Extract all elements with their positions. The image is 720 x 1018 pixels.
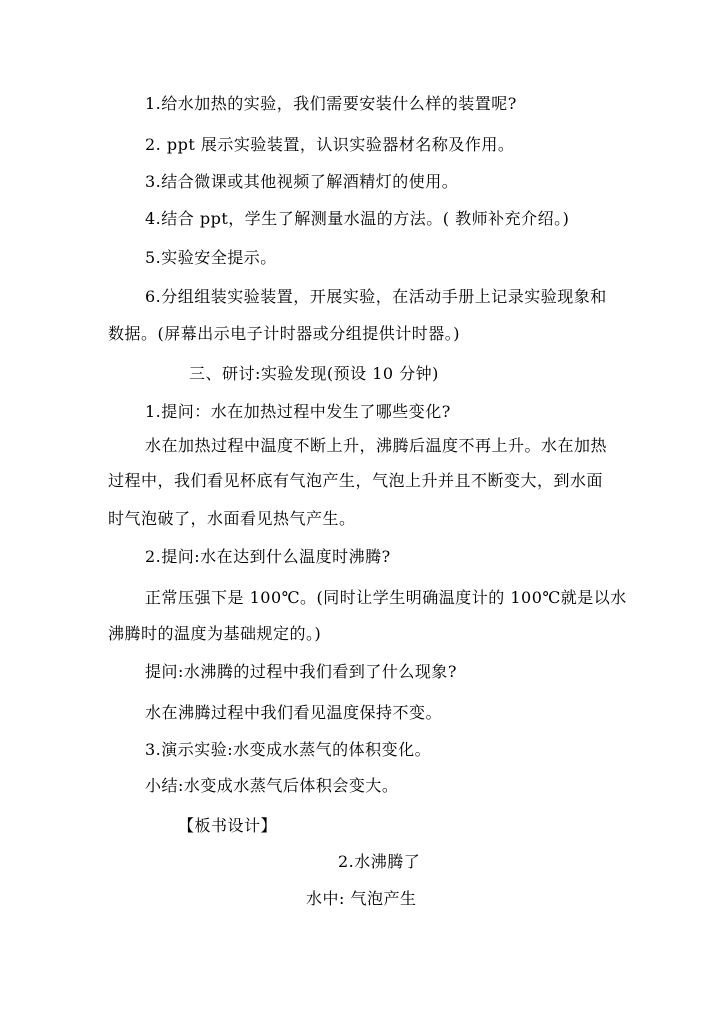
board-line: 水中: 气泡产生	[306, 889, 417, 908]
text-line: 提问:水沸腾的过程中我们看到了什么现象?	[145, 662, 457, 681]
text-line: 3.演示实验:水变成水蒸气的体积变化。	[145, 740, 432, 759]
text-line: 4.结合 ppt，学生了解测量水温的方法。( 教师补充介绍。)	[145, 209, 570, 228]
text-line: 2.提问:水在达到什么温度时沸腾?	[145, 547, 391, 566]
board-design-heading: 【板书设计】	[178, 816, 278, 835]
board-title: 2.水沸腾了	[338, 852, 421, 871]
text-line: 1.给水加热的实验，我们需要安装什么样的装置呢?	[145, 94, 517, 113]
text-line: 数据。(屏幕出示电子计时器或分组提供计时器。)	[108, 324, 460, 343]
text-line: 2. ppt 展示实验装置，认识实验器材名称及作用。	[145, 135, 515, 154]
text-line: 时气泡破了，水面看见热气产生。	[108, 509, 356, 528]
text-line: 水在沸腾过程中我们看见温度保持不变。	[145, 703, 443, 722]
text-line: 5.实验安全提示。	[145, 248, 277, 267]
text-line: 水在加热过程中温度不断上升，沸腾后温度不再上升。水在加热	[145, 436, 608, 455]
section-heading: 三、研讨:实验发现(预设 10 分钟)	[189, 364, 439, 383]
text-line: 小结:水变成水蒸气后体积会变大。	[145, 776, 399, 795]
text-line: 6.分组组装实验装置，开展实验，在活动手册上记录实验现象和	[145, 287, 607, 306]
text-line: 3.结合微课或其他视频了解酒精灯的使用。	[145, 172, 459, 191]
text-line: 1.提问：水在加热过程中发生了哪些变化?	[145, 402, 451, 421]
text-line: 沸腾时的温度为基础规定的。)	[108, 624, 322, 643]
text-line: 过程中，我们看见杯底有气泡产生，气泡上升并且不断变大，到水面	[108, 471, 604, 490]
text-line: 正常压强下是 100℃。(同时让学生明确温度计的 100℃就是以水	[145, 588, 627, 607]
